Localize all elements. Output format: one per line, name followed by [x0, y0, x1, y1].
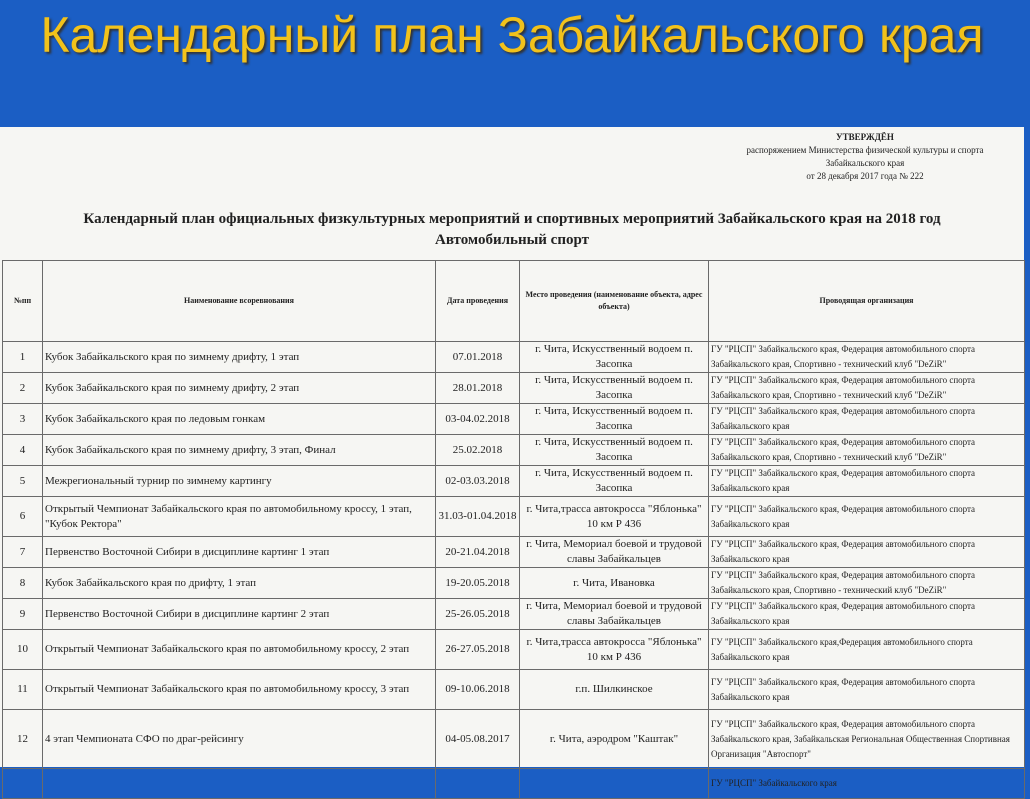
header-num: №пп	[3, 261, 43, 342]
cell-date	[436, 769, 520, 799]
cell-place: г. Чита, Искусственный водоем п. Засопка	[520, 373, 709, 404]
cell-name: Открытый Чемпионат Забайкальского края по автомобильному кроссу, 1 этап, "Кубок Ректора"	[43, 497, 436, 537]
cell-place: г. Чита, Ивановка	[520, 568, 709, 599]
cell-date: 07.01.2018	[436, 342, 520, 373]
slide-title: Календарный план Забайкальского края	[40, 7, 984, 63]
cell-name: Первенство Восточной Сибири в дисциплине картинг 1 этап	[43, 537, 436, 568]
cell-place: г. Чита, Мемориал боевой и трудовой славы Забайкальцев	[520, 537, 709, 568]
cell-place: г.п. Шилкинское	[520, 670, 709, 710]
table-row	[3, 537, 1025, 568]
cell-date: 25.02.2018	[436, 435, 520, 466]
cell-org: ГУ "РЦСП" Забайкальского края, Федерация автомобильного спорта Забайкальского края	[709, 537, 1025, 568]
table-row	[3, 710, 1025, 769]
document-title-main: Календарный план официальных физкультурных мероприятий и спортивных мероприятий Забайкальского края на 2018 год	[83, 211, 941, 227]
slide-banner	[0, 0, 1024, 127]
table-row	[3, 404, 1025, 435]
cell-date: 04-05.08.2017	[436, 710, 520, 769]
cell-date: 26-27.05.2018	[436, 630, 520, 670]
cell-num: 1	[3, 342, 43, 373]
cell-place	[520, 769, 709, 799]
cell-date: 03-04.02.2018	[436, 404, 520, 435]
cell-name: Кубок Забайкальского края по ледовым гонкам	[43, 404, 436, 435]
cell-num: 4	[3, 435, 43, 466]
cell-name: Открытый Чемпионат Забайкальского края по автомобильному кроссу, 2 этап	[43, 630, 436, 670]
cell-date: 09-10.06.2018	[436, 670, 520, 710]
cell-place: г. Чита, Искусственный водоем п. Засопка	[520, 342, 709, 373]
table-row	[3, 497, 1025, 537]
table-row	[3, 373, 1025, 404]
cell-date: 31.03-01.04.2018	[436, 497, 520, 537]
cell-org: ГУ "РЦСП" Забайкальского края, Федерация автомобильного спорта Забайкальского края	[709, 497, 1025, 537]
approval-title: УТВЕРЖДЁН	[836, 132, 894, 142]
cell-date: 19-20.05.2018	[436, 568, 520, 599]
cell-date: 20-21.04.2018	[436, 537, 520, 568]
cell-org: ГУ "РЦСП" Забайкальского края, Федерация автомобильного спорта Забайкальского края, Спортивно - технический клуб "DeZiR"	[709, 373, 1025, 404]
cell-place: г. Чита,трасса автокросса "Яблонька" 10 км Р 436	[520, 497, 709, 537]
table-row	[3, 630, 1025, 670]
cell-org: ГУ "РЦСП" Забайкальского края, Федерация автомобильного спорта Забайкальского края, Спортивно - технический клуб "DeZiR"	[709, 435, 1025, 466]
cell-date: 02-03.03.2018	[436, 466, 520, 497]
cell-org: ГУ "РЦСП" Забайкальского края	[709, 769, 1025, 799]
table-row	[3, 342, 1025, 373]
cell-num: 2	[3, 373, 43, 404]
table-row	[3, 568, 1025, 599]
header-org: Проводящая организация	[709, 261, 1025, 342]
cell-num: 11	[3, 670, 43, 710]
cell-org: ГУ "РЦСП" Забайкальского края, Федерация автомобильного спорта Забайкальского края	[709, 404, 1025, 435]
cell-num: 9	[3, 599, 43, 630]
table-row	[3, 769, 1025, 799]
cell-name: Кубок Забайкальского края по зимнему дрифту, 3 этап, Финал	[43, 435, 436, 466]
cell-date: 28.01.2018	[436, 373, 520, 404]
document-title	[0, 209, 1024, 251]
table-row	[3, 466, 1025, 497]
cell-org: ГУ "РЦСП" Забайкальского края, Федерация автомобильного спорта Забайкальского края, Спортивно - технический клуб "DeZiR"	[709, 568, 1025, 599]
cell-name: 4 этап Чемпионата СФО по драг-рейсингу	[43, 710, 436, 769]
cell-name: Кубок Забайкальского края по зимнему дрифту, 1 этап	[43, 342, 436, 373]
cell-num: 12	[3, 710, 43, 769]
cell-org: ГУ "РЦСП" Забайкальского края, Федерация автомобильного спорта Забайкальского края, Спортивно - технический клуб "DeZiR"	[709, 342, 1025, 373]
cell-num	[3, 769, 43, 799]
cell-place: г. Чита, аэродром "Каштак"	[520, 710, 709, 769]
cell-place: г. Чита, Искусственный водоем п. Засопка	[520, 435, 709, 466]
cell-place: г. Чита, Искусственный водоем п. Засопка	[520, 466, 709, 497]
header-place: Место проведения (наименование объекта, адрес объекта)	[520, 261, 709, 342]
cell-name	[43, 769, 436, 799]
document-sheet	[0, 127, 1024, 788]
cell-place: г. Чита, Мемориал боевой и трудовой славы Забайкальцев	[520, 599, 709, 630]
events-table	[2, 260, 1025, 799]
cell-org: ГУ "РЦСП" Забайкальского края, Федерация автомобильного спорта Забайкальского края	[709, 599, 1025, 630]
cell-num: 7	[3, 537, 43, 568]
cell-org: ГУ "РЦСП" Забайкальского края,Федерация автомобильного спорта Забайкальского края	[709, 630, 1025, 670]
cell-num: 8	[3, 568, 43, 599]
cell-org: ГУ "РЦСП" Забайкальского края, Федерация автомобильного спорта Забайкальского края	[709, 466, 1025, 497]
cell-place: г. Чита,трасса автокросса "Яблонька" 10 км Р 436	[520, 630, 709, 670]
table-row	[3, 435, 1025, 466]
cell-num: 10	[3, 630, 43, 670]
cell-name: Межрегиональный турнир по зимнему картингу	[43, 466, 436, 497]
cell-num: 5	[3, 466, 43, 497]
header-date: Дата проведения	[436, 261, 520, 342]
cell-place: г. Чита, Искусственный водоем п. Засопка	[520, 404, 709, 435]
document-subtitle: Автомобильный спорт	[434, 232, 589, 248]
cell-org: ГУ "РЦСП" Забайкальского края, Федерация автомобильного спорта Забайкальского края	[709, 670, 1025, 710]
cell-org: ГУ "РЦСП" Забайкальского края, Федерация автомобильного спорта Забайкальского края, Забайкальская Региональная Общественная Спортивная Организация "Автоспорт"	[709, 710, 1025, 769]
cell-date: 25-26.05.2018	[436, 599, 520, 630]
table-header-row	[3, 261, 1025, 342]
approval-stamp	[700, 131, 1030, 183]
cell-name: Открытый Чемпионат Забайкальского края по автомобильному кроссу, 3 этап	[43, 670, 436, 710]
table-row	[3, 599, 1025, 630]
approval-line-2: Забайкальского края	[825, 158, 905, 168]
cell-name: Кубок Забайкальского края по зимнему дрифту, 2 этап	[43, 373, 436, 404]
cell-name: Кубок Забайкальского края по дрифту, 1 этап	[43, 568, 436, 599]
header-name: Наименование всоревнования	[43, 261, 436, 342]
cell-num: 6	[3, 497, 43, 537]
approval-line-1: распоряжением Министерства физической культуры и спорта	[746, 145, 984, 155]
approval-line-3: от 28 декабря 2017 года № 222	[806, 171, 924, 181]
table-row	[3, 670, 1025, 710]
cell-num: 3	[3, 404, 43, 435]
cell-name: Первенство Восточной Сибири в дисциплине картинг 2 этап	[43, 599, 436, 630]
